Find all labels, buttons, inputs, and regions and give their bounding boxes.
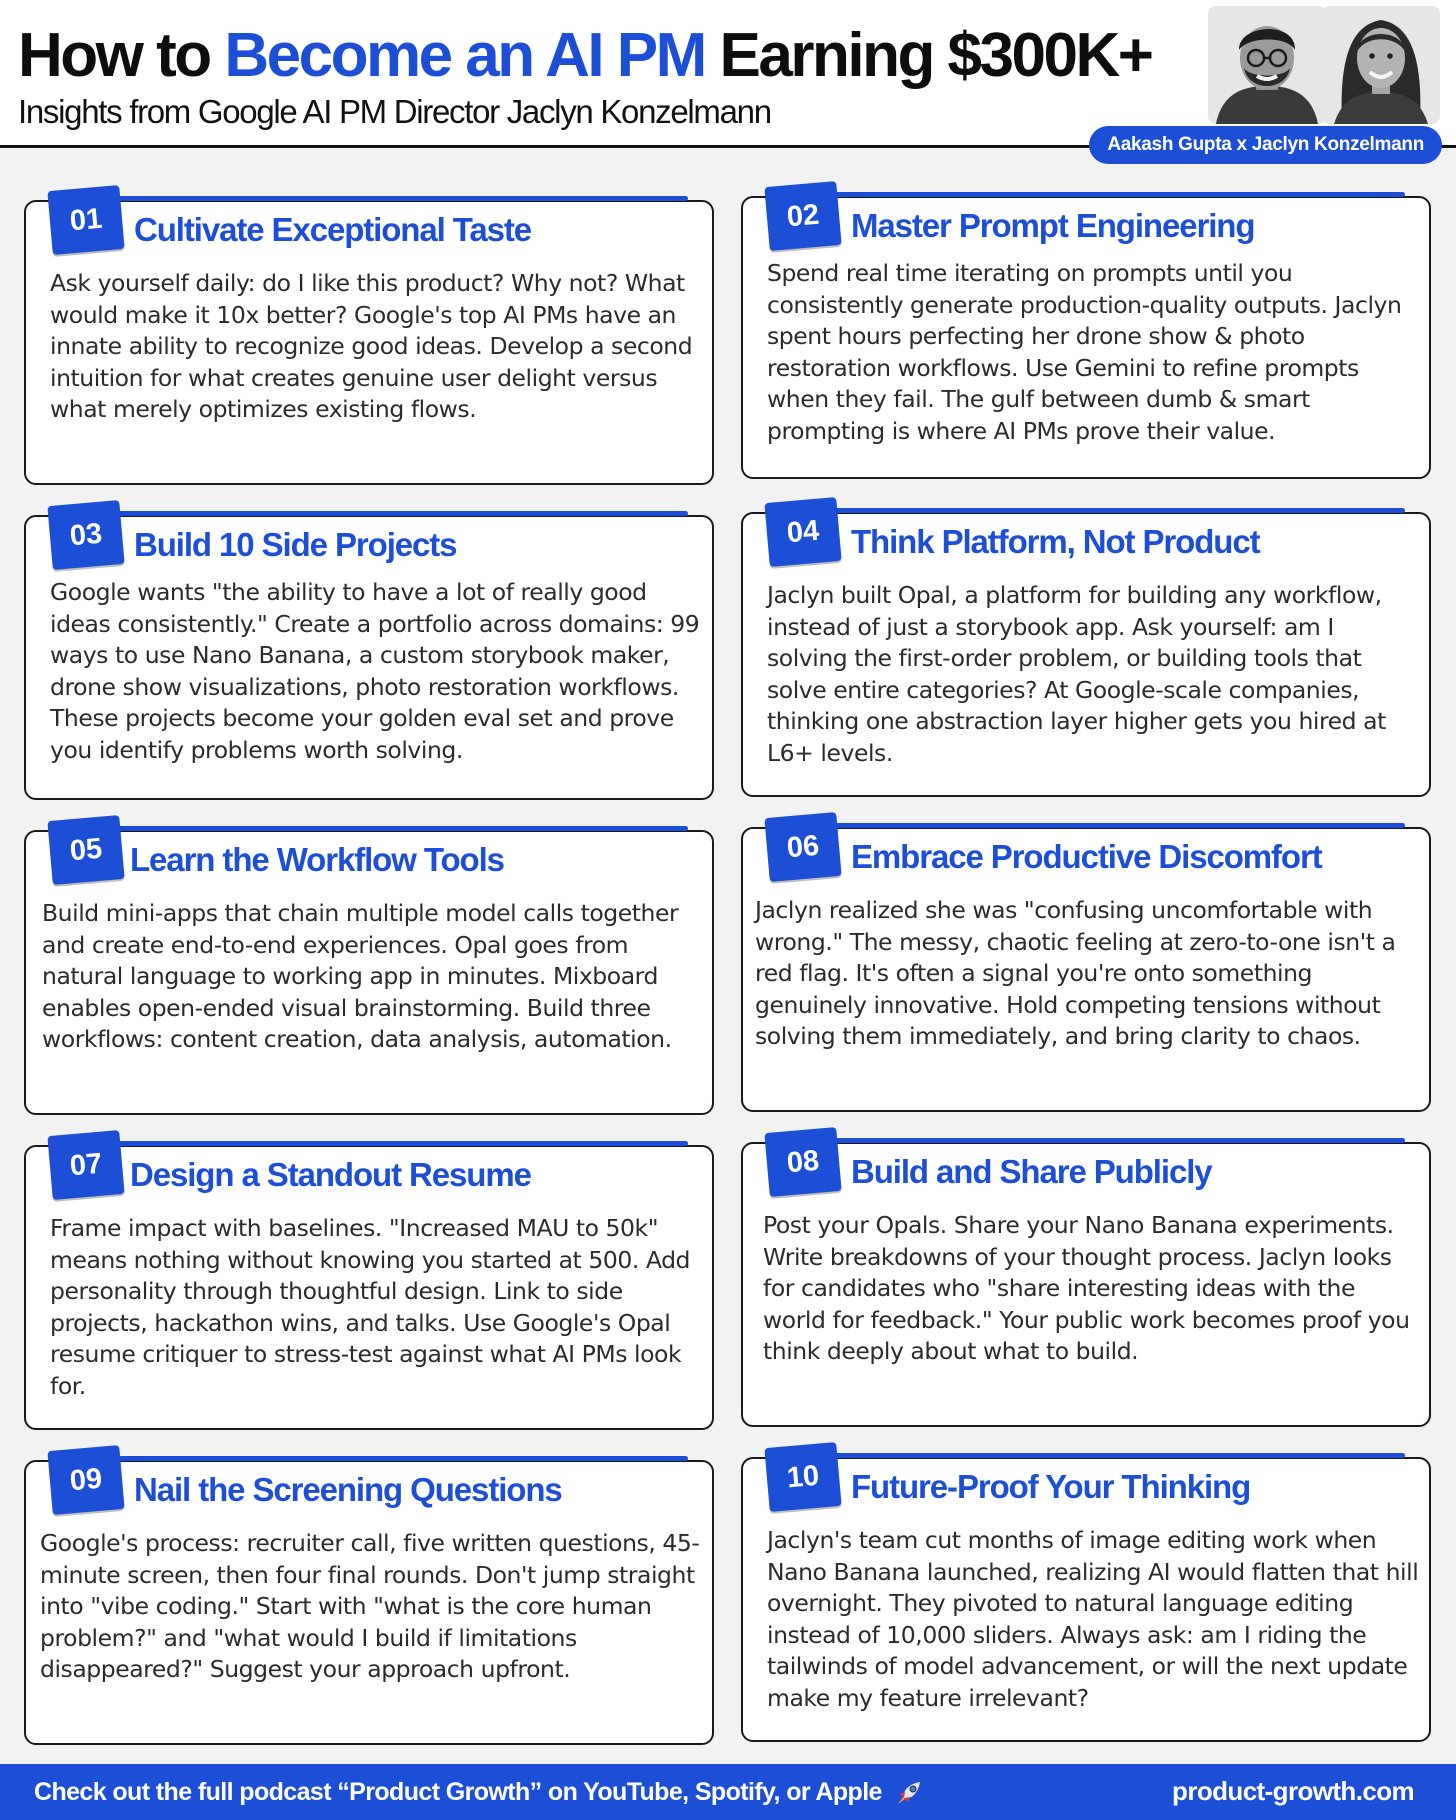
card-03 xyxy=(24,515,714,800)
card-number: 07 xyxy=(47,1130,124,1200)
card-10 xyxy=(741,1457,1431,1742)
header xyxy=(0,0,1456,155)
card-accent-bar xyxy=(783,1453,1405,1458)
card-title: Embrace Productive Discomfort xyxy=(851,838,1322,875)
avatar-host xyxy=(1208,6,1326,124)
card-accent-bar xyxy=(66,196,688,201)
card-body: Google wants "the ability to have a lot of really good ideas consistently." Create a portfolio across domains: 99 ways to use Nano Banana, a custom storybook maker, drone show visualizations, photo restoration workflows. These projects become your golden eval set and prove you identify problems worth solving. xyxy=(50,578,700,764)
card-title: Learn the Workflow Tools xyxy=(130,841,504,878)
card-accent-bar xyxy=(783,1138,1405,1143)
card-title: Build and Share Publicly xyxy=(851,1153,1212,1190)
card-number: 04 xyxy=(764,497,841,567)
page-subtitle: Insights from Google AI PM Director Jaclyn Konzelmann xyxy=(18,93,771,130)
card-number: 09 xyxy=(47,1445,124,1515)
card-number: 03 xyxy=(47,500,124,570)
card-accent-bar xyxy=(783,508,1405,513)
card-06 xyxy=(741,827,1431,1112)
card-01 xyxy=(24,200,714,485)
card-accent-bar xyxy=(66,1456,688,1461)
card-number: 02 xyxy=(764,181,841,251)
avatar-guest xyxy=(1322,6,1440,124)
card-04 xyxy=(741,512,1431,797)
page-title xyxy=(18,18,1151,94)
title-accent: Become an AI PM xyxy=(224,21,705,90)
card-body: Jaclyn built Opal, a platform for building any workflow, instead of just a storybook app. Ask yourself: am I solving the first-order problem, or building tools that solve entire categories? At Google-scale companies, thinking one abstraction layer higher gets you hired at L6+ levels. xyxy=(767,581,1386,767)
card-title: Master Prompt Engineering xyxy=(851,207,1255,244)
card-number: 01 xyxy=(47,185,124,255)
card-body: Jaclyn's team cut months of image editing work when Nano Banana launched, realizing AI would flatten that hill overnight. They pivoted to natural language editing instead of 10,000 sliders. Always ask: am I riding the tailwinds of model advancement, or will the next update make my feature irrelevant? xyxy=(767,1526,1419,1712)
card-accent-bar xyxy=(783,823,1405,828)
card-title: Future-Proof Your Thinking xyxy=(851,1468,1251,1505)
footer-podcast-link[interactable] xyxy=(34,1778,924,1808)
byline-badge: Aakash Gupta x Jaclyn Konzelmann xyxy=(1089,126,1442,164)
card-body: Ask yourself daily: do I like this product? Why not? What would make it 10x better? Google's top AI PMs have an innate ability to recognize good ideas. Develop a second intuition for what creates genuine user delight versus what merely optimizes existing flows. xyxy=(50,269,693,423)
card-body: Google's process: recruiter call, five written questions, 45-minute screen, then four final rounds. Don't jump straight into "vibe coding." Start with "what is the core human problem?" and "what would I build if limitations disappeared?" Suggest your approach upfront. xyxy=(40,1529,700,1683)
card-08 xyxy=(741,1142,1431,1427)
card-02 xyxy=(741,196,1431,479)
card-title: Cultivate Exceptional Taste xyxy=(134,211,531,248)
card-accent-bar xyxy=(66,511,688,516)
card-title: Build 10 Side Projects xyxy=(134,526,457,563)
card-title: Nail the Screening Questions xyxy=(134,1471,562,1508)
card-body: Spend real time iterating on prompts until you consistently generate production-quality outputs. Jaclyn spent hours perfecting her drone show & photo restoration workflows. Use Gemini to refine prompts when they fail. The gulf between dumb & smart prompting is where AI PMs prove their value. xyxy=(767,259,1402,445)
card-number: 10 xyxy=(764,1442,841,1512)
footer-url-link[interactable]: product-growth.com xyxy=(1172,1776,1414,1806)
card-number: 06 xyxy=(764,812,841,882)
card-number: 05 xyxy=(47,815,124,885)
card-title: Think Platform, Not Product xyxy=(851,523,1260,560)
card-body: Build mini-apps that chain multiple model calls together and create end-to-end experiences. Opal goes from natural language to working app in minutes. Mixboard enables open-ended visual brainstorming. Build three workflows: content creation, data analysis, automation. xyxy=(42,899,679,1053)
card-accent-bar xyxy=(66,826,688,831)
rocket-icon xyxy=(894,1778,924,1808)
card-09 xyxy=(24,1460,714,1745)
card-number: 08 xyxy=(764,1127,841,1197)
card-07 xyxy=(24,1145,714,1430)
card-body: Post your Opals. Share your Nano Banana experiments. Write breakdowns of your thought process. Jaclyn looks for candidates who "share interesting ideas with the world for feedback." Your public work becomes proof you think deeply about what to build. xyxy=(763,1211,1410,1365)
card-title: Design a Standout Resume xyxy=(130,1156,531,1193)
card-accent-bar xyxy=(66,1141,688,1146)
title-post: Earning $300K+ xyxy=(704,21,1152,90)
card-body: Frame impact with baselines. "Increased MAU to 50k" means nothing without knowing you started at 500. Add personality through thoughtful design. Link to side projects, hackathon wins, and talks. Use Google's Opal resume critiquer to stress-test against what AI PMs look for. xyxy=(50,1214,691,1400)
title-pre: How to xyxy=(18,21,225,90)
footer xyxy=(0,1764,1456,1820)
card-accent-bar xyxy=(783,192,1405,197)
footer-text: Check out the full podcast “Product Growth” on YouTube, Spotify, or Apple xyxy=(34,1778,882,1806)
card-body: Jaclyn realized she was "confusing uncomfortable with wrong." The messy, chaotic feeling at zero-to-one isn't a red flag. It's often a signal you're onto something genuinely innovative. Hold competing tensions without solving them immediately, and bring clarity to chaos. xyxy=(755,896,1396,1050)
card-05 xyxy=(24,830,714,1115)
